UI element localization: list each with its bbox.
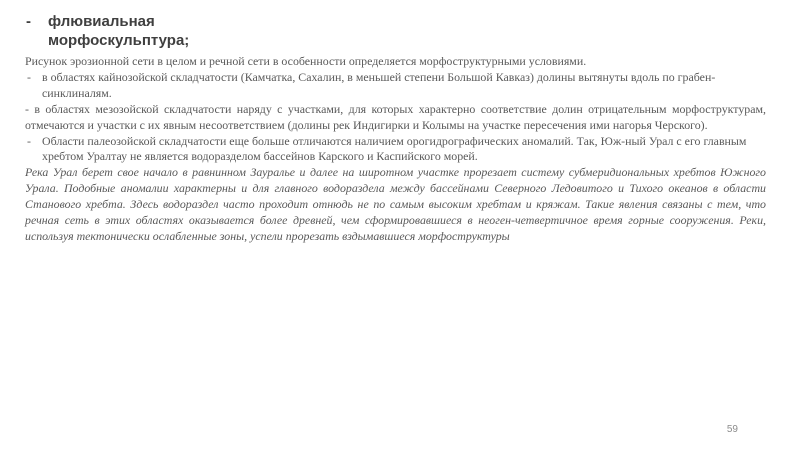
cenozoic-paragraph: в областях кайнозойской складчатости (Камчатка, Сахалин, в меньшей степени Большой Кавказ) долины вытянуты вдоль по грабен-синклиналям. [42,69,716,100]
slide-body [25,54,766,245]
intro-paragraph: Рисунок эрозионной сети в целом и речной сети в особенности определяется морфоструктурными условиями. [25,54,587,68]
paleozoic-paragraph: Области палеозойской складчатости еще больше отличаются наличием орогидрографических аномалий. Так, Юж-ный Урал с его главным хребтом Уралтау не является водоразделом бассейнов Карского и Каспийского морей. [42,133,747,164]
page-number: 59 [726,424,738,435]
list-bullet: - [27,133,31,148]
list-item-cenozoic [25,70,766,102]
mesozoic-paragraph: - в областях мезозойской складчатости наряду с участками, для которых характерно соответствие долин отрицательным морфоструктурам, отмечаются и участки с их явным несоответствием (долины рек Индигирки и Колымы на участке пересечения ими нагорья Черского). [25,101,766,132]
ural-river-paragraph: Река Урал берет свое начало в равнинном Зауралье и далее на широтном участке прорезает систему субмеридиональных хребтов Южного Урала. Подобные аномалии характерны и для главного водораздела между бассейнами Северного Ледовитого и Тихого океанов в области Станового хребта. Здесь водораздел часто проходит отнюдь не по самым высоким хребтам и кряжам. Такие явления связаны с тем, что речная сеть в этих областях оказывается более древней, чем сформировавшиеся в неоген-четвертичное время горные сооружения. Реки, используя тектонически ослабленные зоны, успели прорезать вздымавшиеся морфоструктуры [25,165,766,243]
heading-text: флювиальная морфоскульптура; [48,13,190,49]
heading-bullet: - [26,13,31,30]
list-item-paleozoic [25,134,766,166]
list-bullet: - [27,69,31,84]
slide-heading [26,12,426,50]
